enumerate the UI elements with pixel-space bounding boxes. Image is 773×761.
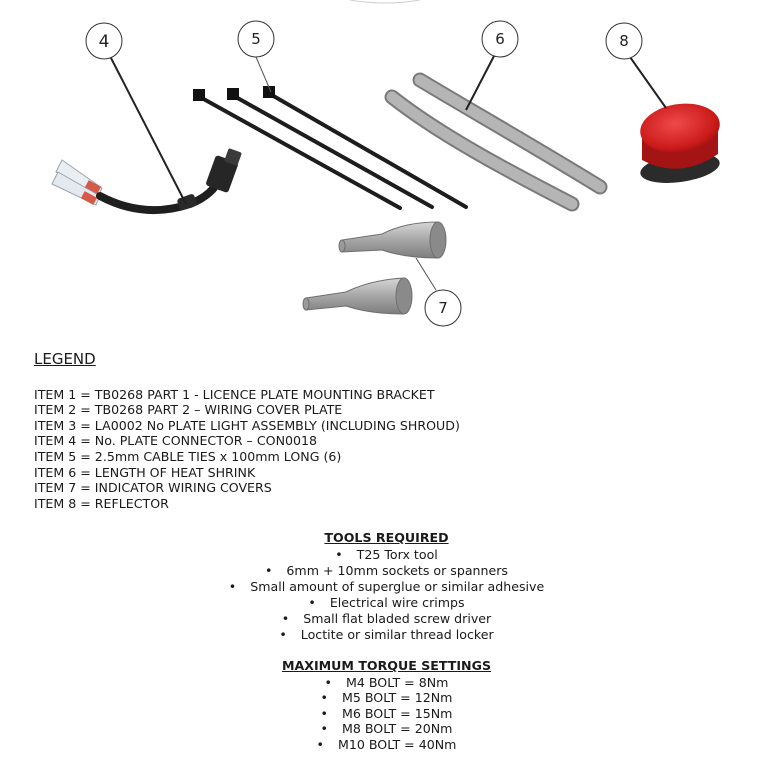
legend-item: ITEM 2 = TB0268 PART 2 – WIRING COVER PLATE xyxy=(34,402,343,418)
torque-list xyxy=(0,675,773,753)
callout-5 xyxy=(238,21,274,57)
leader-line-6 xyxy=(466,56,494,110)
leader-line-7 xyxy=(416,258,436,290)
tools-required-title: TOOLS REQUIRED xyxy=(324,530,449,545)
list-item: • Small flat bladed screw driver xyxy=(0,611,773,627)
list-item: • 6mm + 10mm sockets or spanners xyxy=(0,563,773,579)
list-item: • M6 BOLT = 15Nm xyxy=(0,706,773,722)
item-7-wiring-covers xyxy=(303,222,446,314)
callout-8 xyxy=(606,23,642,59)
legend-item: ITEM 8 = REFLECTOR xyxy=(34,495,169,511)
leader-line-8 xyxy=(630,57,666,108)
legend-item: ITEM 7 = INDICATOR WIRING COVERS xyxy=(34,480,272,496)
item-5-cable-ties xyxy=(193,86,466,208)
item-4-connector-cable xyxy=(52,148,242,211)
list-item: • M4 BOLT = 8Nm xyxy=(0,675,773,691)
callout-7-label: 7 xyxy=(438,299,448,317)
callout-5-label: 5 xyxy=(251,30,261,48)
tools-list xyxy=(0,547,773,643)
legend-title: LEGEND xyxy=(34,350,96,368)
callout-8-label: 8 xyxy=(619,32,629,50)
callout-6-label: 6 xyxy=(495,30,505,48)
legend-item: ITEM 5 = 2.5mm CABLE TIES x 100mm LONG (6) xyxy=(34,448,342,464)
torque-settings-section xyxy=(0,658,773,753)
list-item: • Loctite or similar thread locker xyxy=(0,627,773,643)
parts-diagram xyxy=(0,0,773,335)
legend-item: ITEM 4 = No. PLATE CONNECTOR – CON0018 xyxy=(34,433,318,449)
callout-6 xyxy=(482,21,518,57)
list-item: • Small amount of superglue or similar adhesive xyxy=(0,579,773,595)
list-item: • M10 BOLT = 40Nm xyxy=(0,737,773,753)
list-item: • M5 BOLT = 12Nm xyxy=(0,690,773,706)
legend-item: ITEM 6 = LENGTH OF HEAT SHRINK xyxy=(34,464,256,480)
list-item: • M8 BOLT = 20Nm xyxy=(0,721,773,737)
callout-4-label: 4 xyxy=(98,32,110,52)
item-6-heat-shrink xyxy=(392,80,600,204)
tools-required-section xyxy=(0,530,773,643)
legend-item: ITEM 3 = LA0002 No PLATE LIGHT ASSEMBLY (INCLUDING SHROUD) xyxy=(34,417,460,433)
callout-4 xyxy=(86,23,122,59)
item-8-reflector xyxy=(637,99,723,188)
callout-7 xyxy=(425,290,461,326)
legend xyxy=(34,352,460,511)
torque-settings-title: MAXIMUM TORQUE SETTINGS xyxy=(281,658,492,673)
leader-line-4 xyxy=(111,58,186,204)
legend-item: ITEM 1 = TB0268 PART 1 - LICENCE PLATE MOUNTING BRACKET xyxy=(34,386,435,402)
decorative-arc xyxy=(350,0,420,3)
list-item: • Electrical wire crimps xyxy=(0,595,773,611)
list-item: • T25 Torx tool xyxy=(0,547,773,563)
